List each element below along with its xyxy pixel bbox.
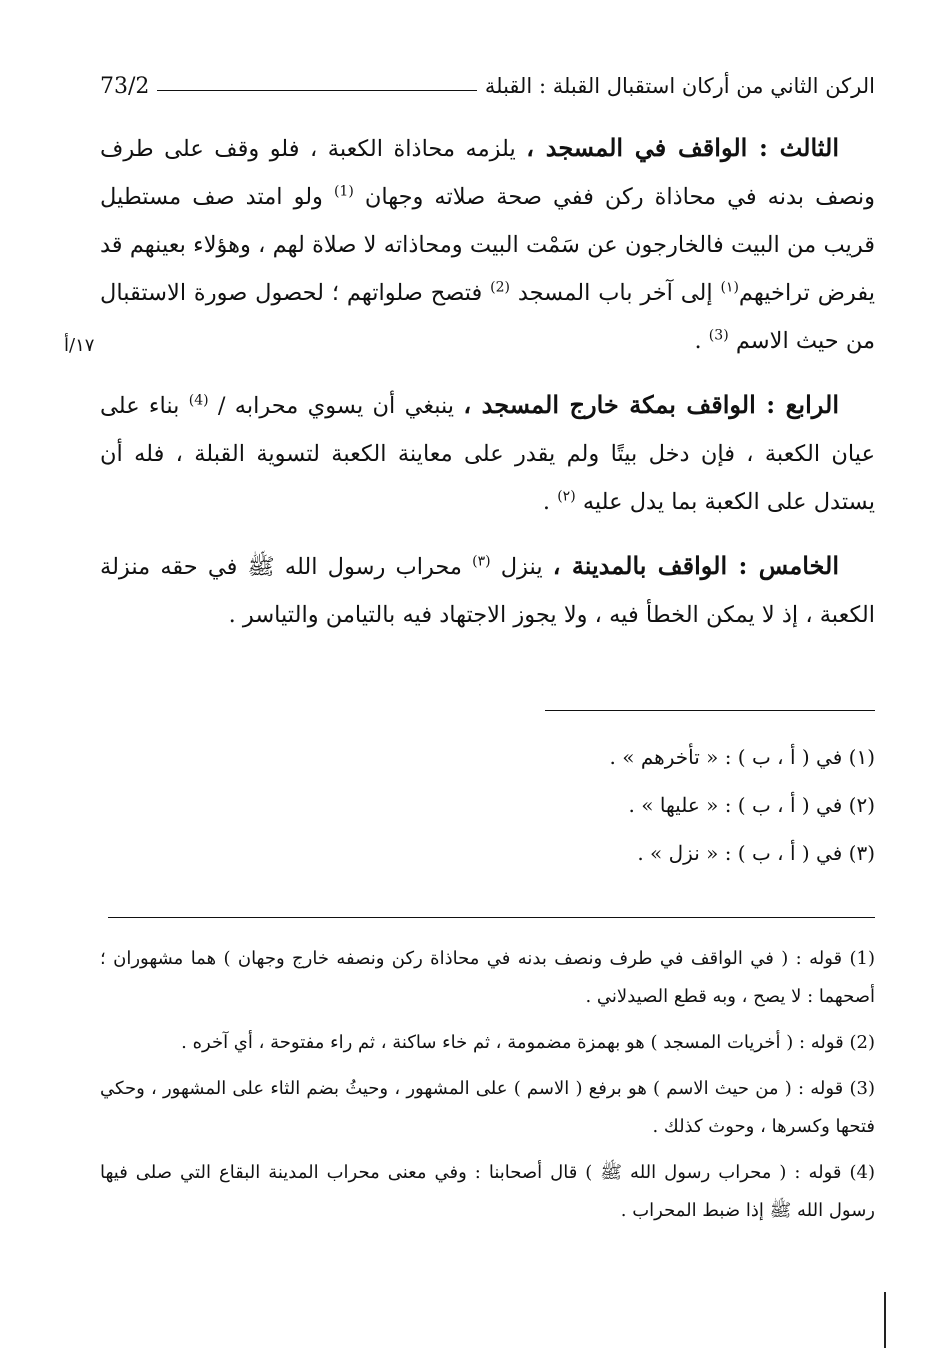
paragraph-text: ينبغي أن يسوي محرابه / bbox=[217, 393, 464, 419]
paragraph-lead: الخامس : الواقف بالمدينة ، bbox=[552, 551, 840, 580]
paragraph-lead: الثالث : الواقف في المسجد ، bbox=[526, 133, 840, 162]
commentary-note-number: (3) bbox=[849, 1078, 875, 1099]
page-edge-mark bbox=[884, 1292, 886, 1348]
paragraph-text: يلزمه محاذاة الكعبة ، فلو وقف على طرف ونصف بدنه في محاذاة ركن ففي صحة صلاته وجهان bbox=[100, 136, 876, 210]
commentary-note-number: (2) bbox=[849, 1032, 875, 1053]
paragraph-text: إلى آخر باب المسجد bbox=[517, 280, 721, 306]
footnote-marker: (١) bbox=[720, 279, 739, 296]
paragraph-text: ينزل bbox=[500, 554, 553, 580]
footnote-marker: (3) bbox=[708, 327, 729, 344]
footnote-marker: (2) bbox=[490, 279, 510, 296]
commentary-note bbox=[100, 1024, 875, 1062]
commentary-notes bbox=[100, 940, 875, 1238]
commentary-note-text: قوله : ( محراب رسول الله ﷺ ) قال أصحابنا : وفي معنى محراب المدينة البقاع التي صلى فيها رسول الله ﷺ إذا ضبط المحراب . bbox=[100, 1162, 875, 1221]
commentary-note-text: قوله : ( في الواقف في طرف ونصف بدنه في محاذاة ركن ونصفه خارج وجهان ) هما مشهوران ؛ أصحهما : لا يصح ، وبه قطع الصيدلاني . bbox=[100, 948, 875, 1007]
commentary-note-number: (4) bbox=[849, 1162, 875, 1183]
main-text bbox=[100, 124, 875, 655]
paragraph-lead: الرابع : الواقف بمكة خارج المسجد ، bbox=[463, 390, 839, 419]
paragraph-text: . bbox=[542, 489, 558, 515]
edition-notes-rule bbox=[545, 710, 875, 711]
footnote-marker: (٢) bbox=[557, 488, 576, 505]
commentary-note bbox=[100, 1154, 875, 1230]
edition-note: (١) في ( أ ، ب ) : « تأخرهم » . bbox=[609, 745, 875, 769]
footnote-marker: (1) bbox=[333, 183, 354, 200]
header-title: الركن الثاني من أركان استقبال القبلة : القبلة bbox=[484, 74, 875, 98]
edition-notes bbox=[100, 733, 875, 877]
paragraph-text: . bbox=[694, 328, 709, 354]
commentary-note-number: (1) bbox=[849, 948, 875, 969]
paragraph-text: محراب رسول الله ﷺ في حقه منزلة الكعبة ، إذ لا يمكن الخطأ فيه ، ولا يجوز الاجتهاد فيه بالتيامن والتياسر . bbox=[100, 554, 875, 628]
footnote-marker: (4) bbox=[188, 392, 209, 409]
paragraph-text: بناء على عيان الكعبة ، فإن دخل بيتًا ولم يقدر على معاينة الكعبة لتسوية القبلة ، فله أن يستدل على الكعبة بما يدل عليه bbox=[100, 393, 875, 515]
edition-note: (٣) في ( أ ، ب ) : « نزل » . bbox=[637, 841, 875, 865]
paragraph-third bbox=[100, 124, 875, 365]
commentary-note bbox=[100, 940, 875, 1016]
commentary-note-text: قوله : ( أخريات المسجد ) هو بهمزة مضمومة ، ثم خاء ساكنة ، ثم راء مفتوحة ، أي آخره . bbox=[181, 1032, 850, 1053]
footnote-marker: (٣) bbox=[472, 553, 491, 570]
header-rule bbox=[157, 90, 476, 91]
paragraph-text: فتصح صلواتهم ؛ لحصول صورة الاستقبال من حيث الاسم bbox=[100, 280, 875, 354]
paragraph-fourth bbox=[100, 381, 875, 526]
running-header bbox=[100, 66, 875, 106]
commentary-note bbox=[100, 1070, 875, 1146]
edition-note: (٢) في ( أ ، ب ) : « عليها » . bbox=[628, 793, 875, 817]
page-number: 73/2 bbox=[100, 73, 150, 99]
paragraph-text: ولو امتد صف مستطيل قريب من البيت فالخارجون عن سَمْت البيت ومحاذاته لا صلاة لهم ، وهؤلاء بعينهم قد يفرض تراخيهم bbox=[100, 184, 875, 306]
paragraph-fifth bbox=[100, 542, 875, 639]
commentary-note-text: قوله : ( من حيث الاسم ) هو برفع ( الاسم ) على المشهور ، وحيثُ بضم الثاء على المشهور ، وحكي فتحها وكسرها ، وحوث كذلك . bbox=[100, 1078, 875, 1137]
commentary-notes-rule bbox=[108, 917, 875, 918]
manuscript-folio-note: ١٧/أ bbox=[64, 335, 95, 356]
